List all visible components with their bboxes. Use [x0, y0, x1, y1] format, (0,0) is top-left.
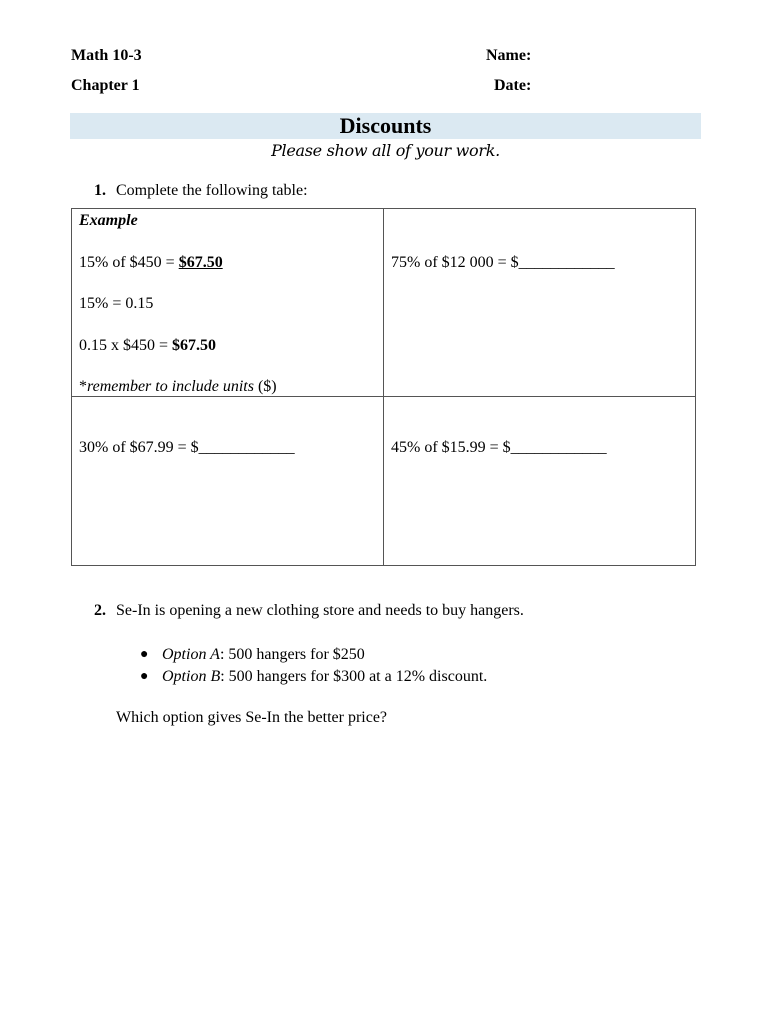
- question-2-number: 2.: [94, 602, 106, 619]
- example-line-3-answer: $67.50: [172, 337, 217, 354]
- example-cell: [72, 209, 384, 397]
- bullet-icon: ●: [140, 647, 149, 662]
- list-item: [140, 666, 487, 688]
- problem-cell-2: [72, 397, 384, 566]
- example-note-star: *: [79, 378, 87, 395]
- option-a-label: Option A: [162, 646, 220, 663]
- bullet-icon: ●: [140, 669, 149, 684]
- example-note-italic: remember to include units: [87, 378, 254, 395]
- question-2: [94, 602, 524, 620]
- question-2-followup: Which option gives Se-In the better price?: [116, 709, 388, 726]
- page-subtitle: Please show all of your work.: [271, 141, 500, 160]
- page-title: Discounts: [339, 113, 432, 138]
- chapter-label: Chapter 1: [71, 77, 140, 94]
- example-line-1: [79, 254, 223, 272]
- example-note-tail: ($): [253, 378, 277, 395]
- example-line-1-text: 15% of $450 =: [79, 254, 179, 271]
- options-list: [140, 644, 487, 688]
- problem-cell-1: [384, 209, 696, 397]
- discount-table: [71, 208, 696, 566]
- problem-3-text: 45% of $15.99 = $____________: [391, 439, 607, 456]
- list-item: [140, 644, 487, 666]
- question-1: [94, 182, 308, 200]
- example-line-3-text: 0.15 x $450 =: [79, 337, 173, 354]
- example-note: [79, 378, 277, 396]
- example-heading: Example: [79, 212, 138, 229]
- date-label: Date:: [494, 77, 532, 94]
- question-1-number: 1.: [94, 182, 106, 199]
- name-label: Name:: [486, 47, 532, 64]
- question-1-prompt: Complete the following table:: [116, 182, 308, 199]
- problem-cell-3: [384, 397, 696, 566]
- course-label: Math 10-3: [71, 47, 142, 64]
- option-a-text: : 500 hangers for $250: [219, 646, 365, 663]
- option-b-text: : 500 hangers for $300 at a 12% discount.: [220, 668, 488, 685]
- option-b-label: Option B: [162, 668, 221, 685]
- question-2-prompt: Se-In is opening a new clothing store and needs to buy hangers.: [116, 602, 524, 619]
- problem-1-text: 75% of $12 000 = $____________: [391, 254, 615, 271]
- problem-2-text: 30% of $67.99 = $____________: [79, 439, 295, 456]
- example-line-3: [79, 337, 216, 355]
- example-line-2: 15% = 0.15: [79, 295, 154, 312]
- example-line-1-answer: $67.50: [178, 254, 223, 271]
